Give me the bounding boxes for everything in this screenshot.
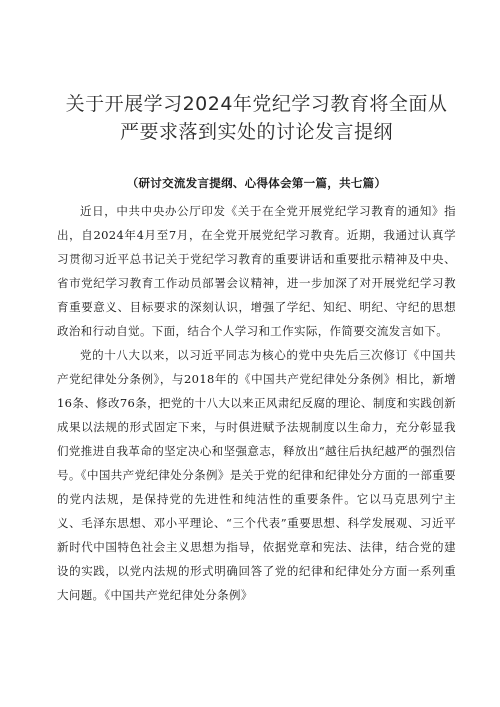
title-line-2: 严要求落到实处的讨论发言提纲 [119,121,393,143]
document-subtitle: （研讨交流发言提纲、心得体会第一篇，共七篇） [126,176,387,190]
document-title [57,0,456,146]
document-body [57,199,456,607]
paragraph-1: 近日，中共中央办公厅印发《关于在全党开展党纪学习教育的通知》指出，自2024年4月至7月，在全党开展党纪学习教育。近期，我通过认真学习贯彻习近平总书记关于党纪学习教育的重要讲话和重要批示精神及中央、省市党纪学习教育工作动员部署会议精神，进一步加深了对开展党纪学习教育重要意义、目标要求的深刻认识，增强了学纪、知纪、明纪、守纪的思想政治和行动自觉。下面，结合个人学习和工作实际，作简要交流发言如下。 [57,204,456,338]
paragraph-2: 党的十八大以来，以习近平同志为核心的党中央先后三次修订《中国共产党纪律处分条例》，与2018年的《中国共产党纪律处分条例》相比，新增16条、修改76条，把党的十八大以来正风肃纪反腐的理论、制度和实践创新成果以法规的形式固定下来，与时俱进赋予法规制度以生命力，充分彰显我们党推进自我革命的坚定决心和坚强意志，释放出“越往后执纪越严的强烈信号。《中国共产党纪律处分条例》是关于党的纪律和纪律处分方面的一部重要的党内法规，是保持党的先进性和纯洁性的重要条件。它以马克思列宁主义、毛泽东思想、邓小平理论、“三个代表”重要思想、科学发展观、习近平新时代中国特色社会主义思想为指导，依据党章和宪法、法律，结合党的建设的实践，以党内法规的形式明确回答了党的纪律和纪律处分方面一系列重大问题。《中国共产党纪律处分条例》 [57,348,456,602]
title-line-1: 关于开展学习2024年党纪学习教育将全面从 [65,93,448,115]
